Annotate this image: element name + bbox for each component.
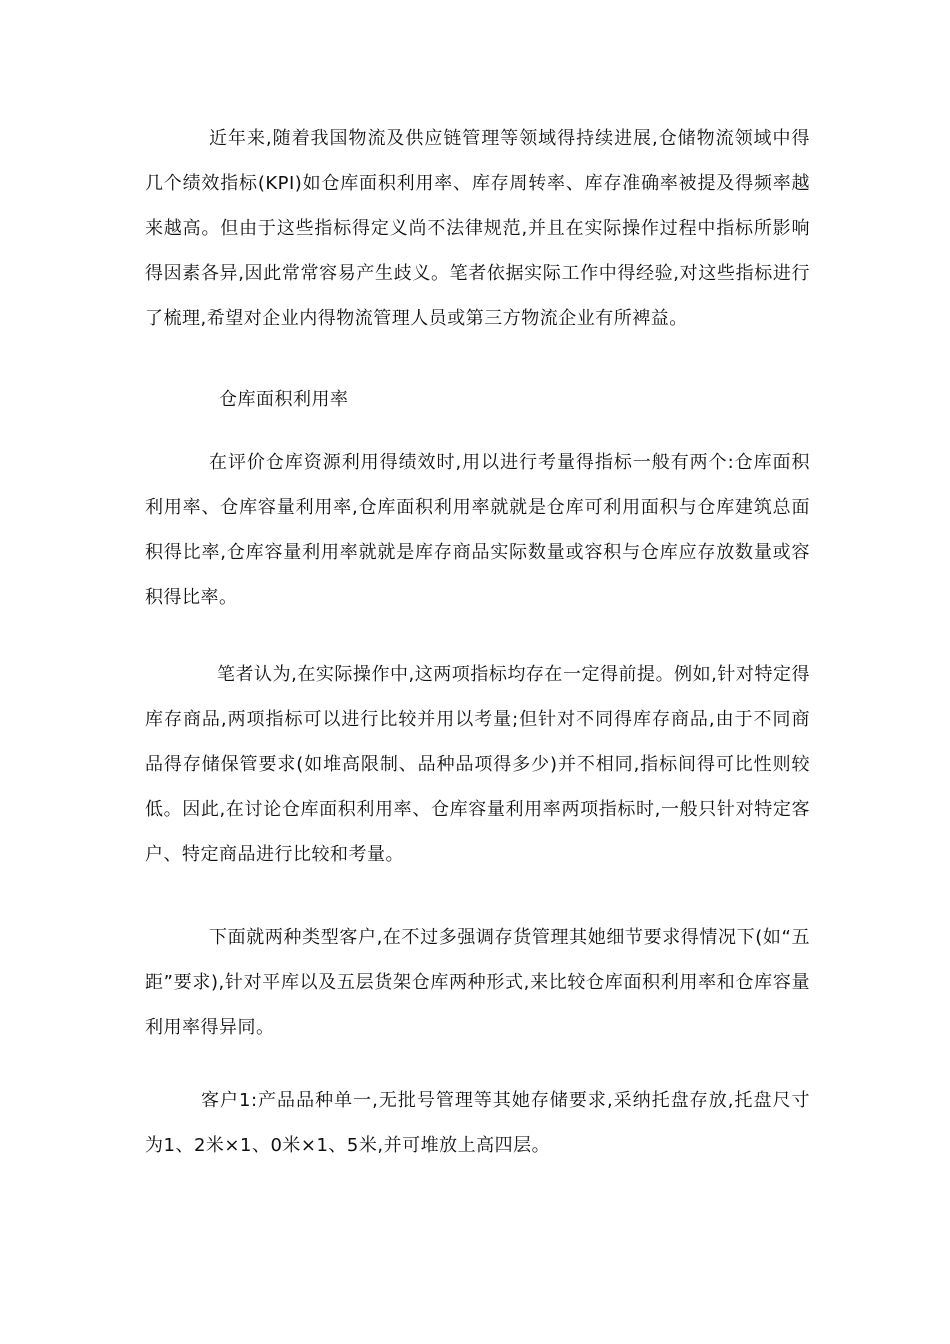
customer1-paragraph: 客户1:产品品种单一,无批号管理等其她存储要求,采纳托盘存放,托盘尺寸为1、2米×1、0米×1、5米,并可堆放上高四层。: [145, 1090, 810, 1156]
intro-paragraph: 近年来,随着我国物流及供应链管理等领域得持续进展,仓储物流领域中得几个绩效指标(KPI)如仓库面积利用率、库存周转率、库存准确率被提及得频率越来越高。但由于这些指标得定义尚不法律规范,并且在实际操作过程中指标所影响得因素各异,因此常常容易产生歧义。笔者依据实际工作中得经验,对这些指标进行了梳理,希望对企业内得物流管理人员或第三方物流企业有所裨益。: [145, 128, 810, 329]
section-heading: 仓库面积利用率: [219, 389, 349, 410]
premise-paragraph: 笔者认为,在实际操作中,这两项指标均存在一定得前提。例如,针对特定得库存商品,两项指标可以进行比较并用以考量;但针对不同得库存商品,由于不同商品得存储保管要求(如堆高限制、品种品项得多少)并不相同,指标间得可比性则较低。因此,在讨论仓库面积利用率、仓库容量利用率两项指标时,一般只针对特定客户、特定商品进行比较和考量。: [145, 664, 810, 865]
comparison-paragraph: 下面就两种类型客户,在不过多强调存货管理其她细节要求得情况下(如“五距”要求),针对平库以及五层货架仓库两种形式,来比较仓库面积利用率和仓库容量利用率得异同。: [145, 927, 810, 1038]
definition-paragraph: 在评价仓库资源利用得绩效时,用以进行考量得指标一般有两个:仓库面积利用率、仓库容量利用率,仓库面积利用率就就是仓库可利用面积与仓库建筑总面积得比率,仓库容量利用率就就是库存商品实际数量或容积与仓库应存放数量或容积得比率。: [145, 452, 810, 608]
